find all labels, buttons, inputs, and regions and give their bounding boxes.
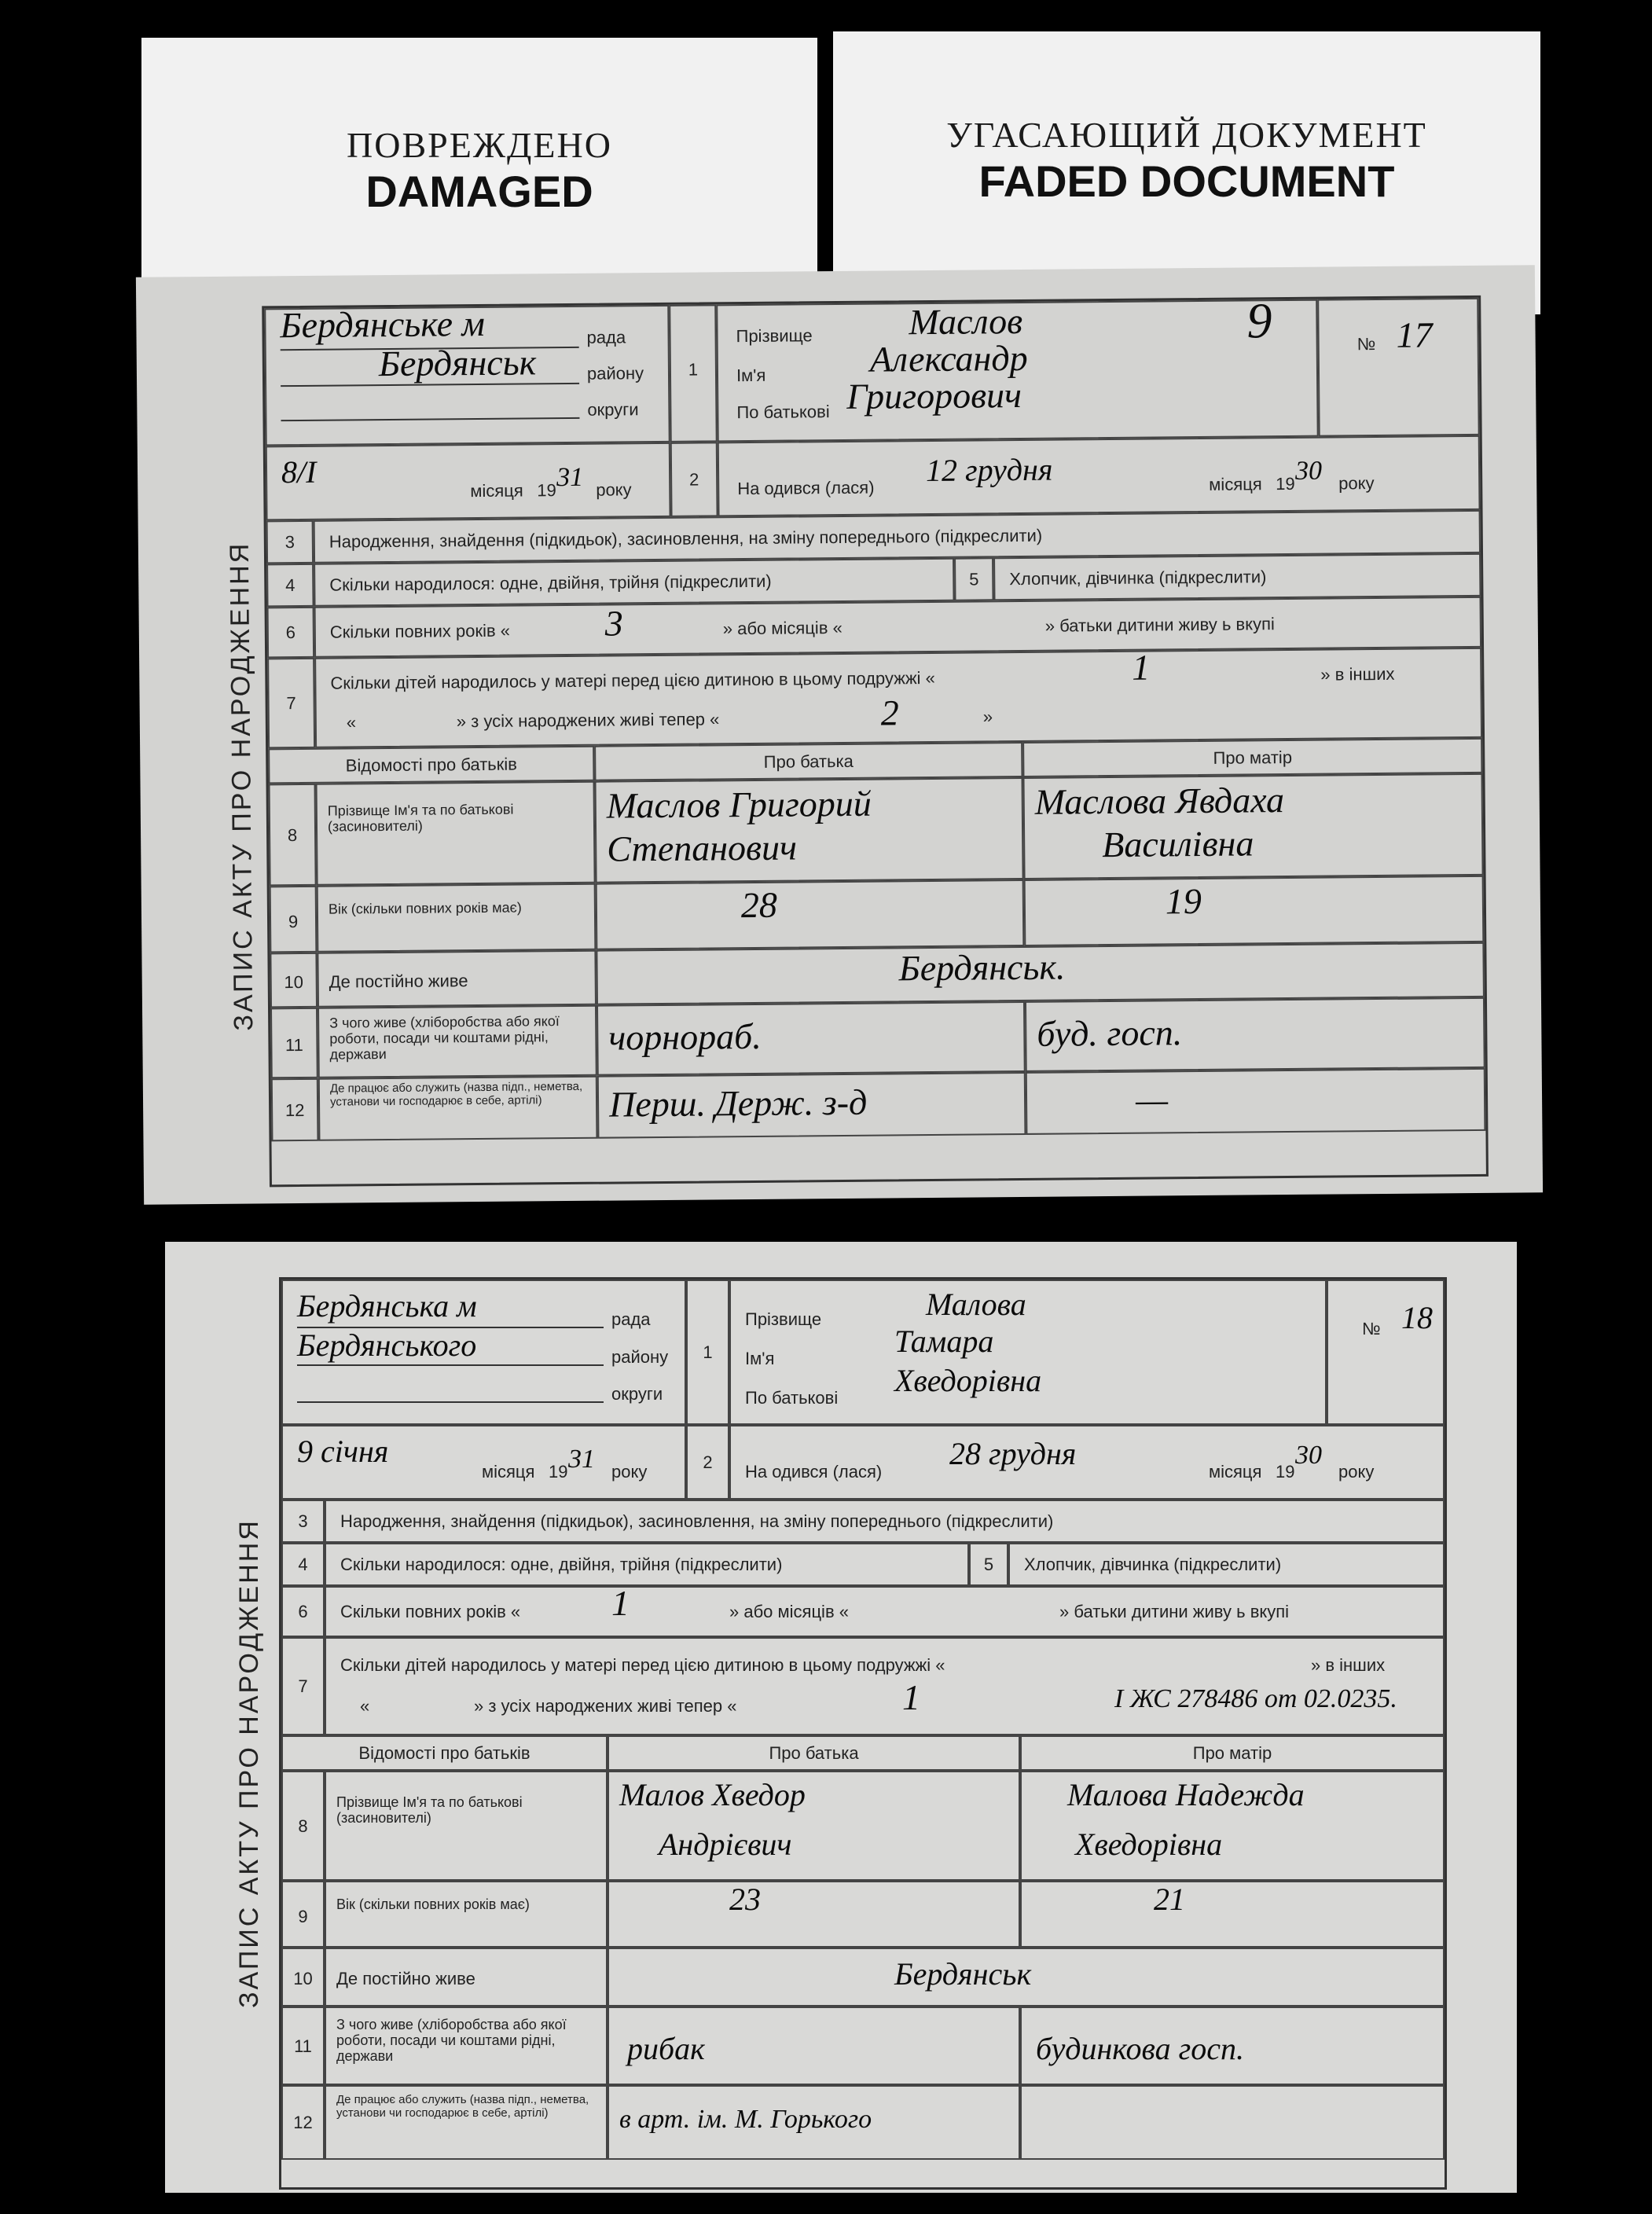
surname-value: Маслов <box>909 300 1023 343</box>
children-before-value: 1 <box>1132 647 1151 688</box>
father-name-line1: Маслов Григорий <box>606 783 872 826</box>
registration-year: 31 <box>568 1445 595 1474</box>
years-value: 1 <box>611 1583 630 1623</box>
father-occupation: рибак <box>627 2031 705 2066</box>
birth-date: 12 грудня <box>925 451 1053 489</box>
record-sheet-17 <box>136 265 1543 1204</box>
father-name-line2: Андрієвич <box>659 1827 792 1862</box>
mother-occupation: будинкова госп. <box>1036 2031 1244 2066</box>
faded-label-en: FADED DOCUMENT <box>978 156 1395 206</box>
surname-value: Малова <box>926 1287 1026 1322</box>
mother-name-line2: Хведорівна <box>1075 1827 1223 1862</box>
row3-text: Народження, знайдення (підкидьок), засиновлення, на зміну попереднього (підкреслити) <box>329 525 1043 552</box>
mother-occupation: буд. госп. <box>1037 1012 1183 1054</box>
registration-day: 8/I <box>281 453 317 490</box>
mother-name-line1: Малова Надежда <box>1067 1777 1305 1812</box>
mother-age: 19 <box>1165 880 1202 922</box>
raion-value: Бердянського <box>297 1327 477 1363</box>
residence: Бердянськ. <box>898 946 1066 989</box>
mother-name-line2: Василівна <box>1102 823 1254 865</box>
row4-text: Скільки народилося: одне, двійня, трійня (підкреслити) <box>329 571 772 595</box>
side-title: ЗАПИС АКТУ ПРО НАРОДЖЕННЯ <box>234 1518 264 2008</box>
surname-label: Прізвище <box>736 325 813 347</box>
raion-label: району <box>586 363 644 384</box>
mother-work: — <box>1135 1079 1169 1120</box>
mother-name-line1: Маслова Явдаха <box>1034 780 1285 822</box>
side-title: ЗАПИС АКТУ ПРО НАРОДЖЕННЯ <box>224 541 259 1031</box>
record-number-label: № <box>1362 1319 1381 1338</box>
name-value: Тамара <box>894 1324 994 1359</box>
record-sheet-18 <box>165 1242 1517 2193</box>
record-number-label: № <box>1356 334 1376 354</box>
patronymic-value: Григорович <box>846 374 1022 417</box>
birth-record-form-18: Бердянська м рада Бердянського району округи 1 Прізвище Малова Ім'я Тамара По батькові Хведорівна № 18 9 січня місяця 19 31 року 2 На одився (лася) 28 грудня місяця 19 30 року 3 Народження, знайдення (підкидьок), засиновлення, на зміну попереднього (підкреслити) 4 Скільки народилося: одне, двійня, трійня (підкреслити) 5 Хлопчик, дівчинка (підкреслити) 6 Скільки повних років « 1 » або місяців « » батьки дитини живу ь вкупі 7 Скільки дітей народилось у матері перед цією дитиною в цьому подружжі « » в інших « » з усіх народжених живі тепер « 1 І ЖС 278486 от 02.0235. Відомості про батьків Про батька Про матір 8 Прізвище Ім'я та по батькові (засиновителі) Малов Хведор Андрієвич Малова Надежда Хведорівна 9 Вік (скільки повних років має) 23 21 10 Де постійно живе Бердянськ 11 З чого живе (хліборобства або якої роботи, посади чи коштами рідні, держави рибак будинкова госп. 12 Де працює або служить (назва підп., неметва, установи чи господарює в себе, артілі) в арт. ім. М. Горького <box>279 1277 1447 2190</box>
years-value: 3 <box>604 603 623 644</box>
okruha-label: округи <box>587 399 639 420</box>
birth-year: 30 <box>1294 456 1323 486</box>
name-value: Александр <box>869 337 1028 380</box>
record-number: 17 <box>1396 314 1433 355</box>
damaged-label-en: DAMAGED <box>365 167 593 216</box>
rada-value: Бердянське м <box>280 303 486 346</box>
father-age: 23 <box>729 1882 761 1917</box>
father-occupation: чорнораб. <box>608 1015 762 1058</box>
birth-date: 28 грудня <box>949 1436 1077 1471</box>
damaged-label-ru: ПОВРЕЖДЕНО <box>347 125 612 165</box>
birth-record-form-17: Бердянське м рада Бердянськ району округи 1 Прізвище Маслов Ім'я Александр По батькові Григорович 9 № 17 8/I місяця 19 31 року 2 На одився (лася) 12 грудня місяця 19 30 року 3 Народження, знайдення (підкидьок), засиновлення, на зміну попереднього (підкреслити) 4 Скільки народилося: одне, двійня, трійня (підкреслити) 5 Хлопчик, дівчинка (підкреслити) 6 Скільки повних років « 3 » або місяців « » батьки дитини живу ь вкупі 7 Скільки дітей народилось у матері перед цією дитиною в цьому подружжі « 1 » в інших « » з усіх народжених живі тепер « 2 » Відомості про батьків Про батька Про матір 8 Прізвище Ім'я та по батькові (засиновителі) Маслов Григорий Степанович Маслова Явдаха Василівна 9 Вік (скільки повних років має) 28 19 10 Де постійно живе Бердянськ. 11 З чого живе (хліборобства або якої роботи, посади чи коштами рідні, держави чорнораб. буд. госп. 12 Де працює або служить (назва підп., неметва, установи чи господарює в себе, артілі) Перш. Держ. з-д — <box>262 296 1489 1187</box>
father-work: в арт. ім. М. Горького <box>619 2105 872 2134</box>
name-label: Ім'я <box>736 365 766 386</box>
damaged-label <box>141 38 817 305</box>
rada-label: рада <box>586 327 626 347</box>
father-age: 28 <box>740 884 778 926</box>
patronymic-value: Хведорівна <box>894 1363 1042 1398</box>
record-number: 18 <box>1401 1300 1433 1335</box>
faded-label-ru: УГАСАЮЩИЙ ДОКУМЕНТ <box>946 115 1427 155</box>
father-name-line1: Малов Хведор <box>619 1777 806 1812</box>
margin-mark: 9 <box>1246 292 1272 349</box>
rada-value: Бердянська м <box>297 1288 477 1324</box>
registration-year: 31 <box>556 462 584 493</box>
raion-value: Бердянськ <box>378 342 537 384</box>
row5-text: Хлопчик, дівчинка (підкреслити) <box>1009 567 1267 589</box>
patronymic-label: По батькові <box>736 402 830 423</box>
birth-year: 30 <box>1295 1441 1322 1470</box>
residence: Бердянськ <box>894 1956 1032 1992</box>
annotation: І ЖС 278486 от 02.0235. <box>1114 1684 1397 1713</box>
registration-day: 9 січня <box>297 1434 389 1469</box>
father-name-line2: Степанович <box>607 827 798 869</box>
father-work: Перш. Держ. з-д <box>608 1081 868 1125</box>
children-alive-value: 1 <box>902 1677 920 1717</box>
mother-age: 21 <box>1154 1882 1185 1917</box>
children-alive-value: 2 <box>880 692 899 733</box>
